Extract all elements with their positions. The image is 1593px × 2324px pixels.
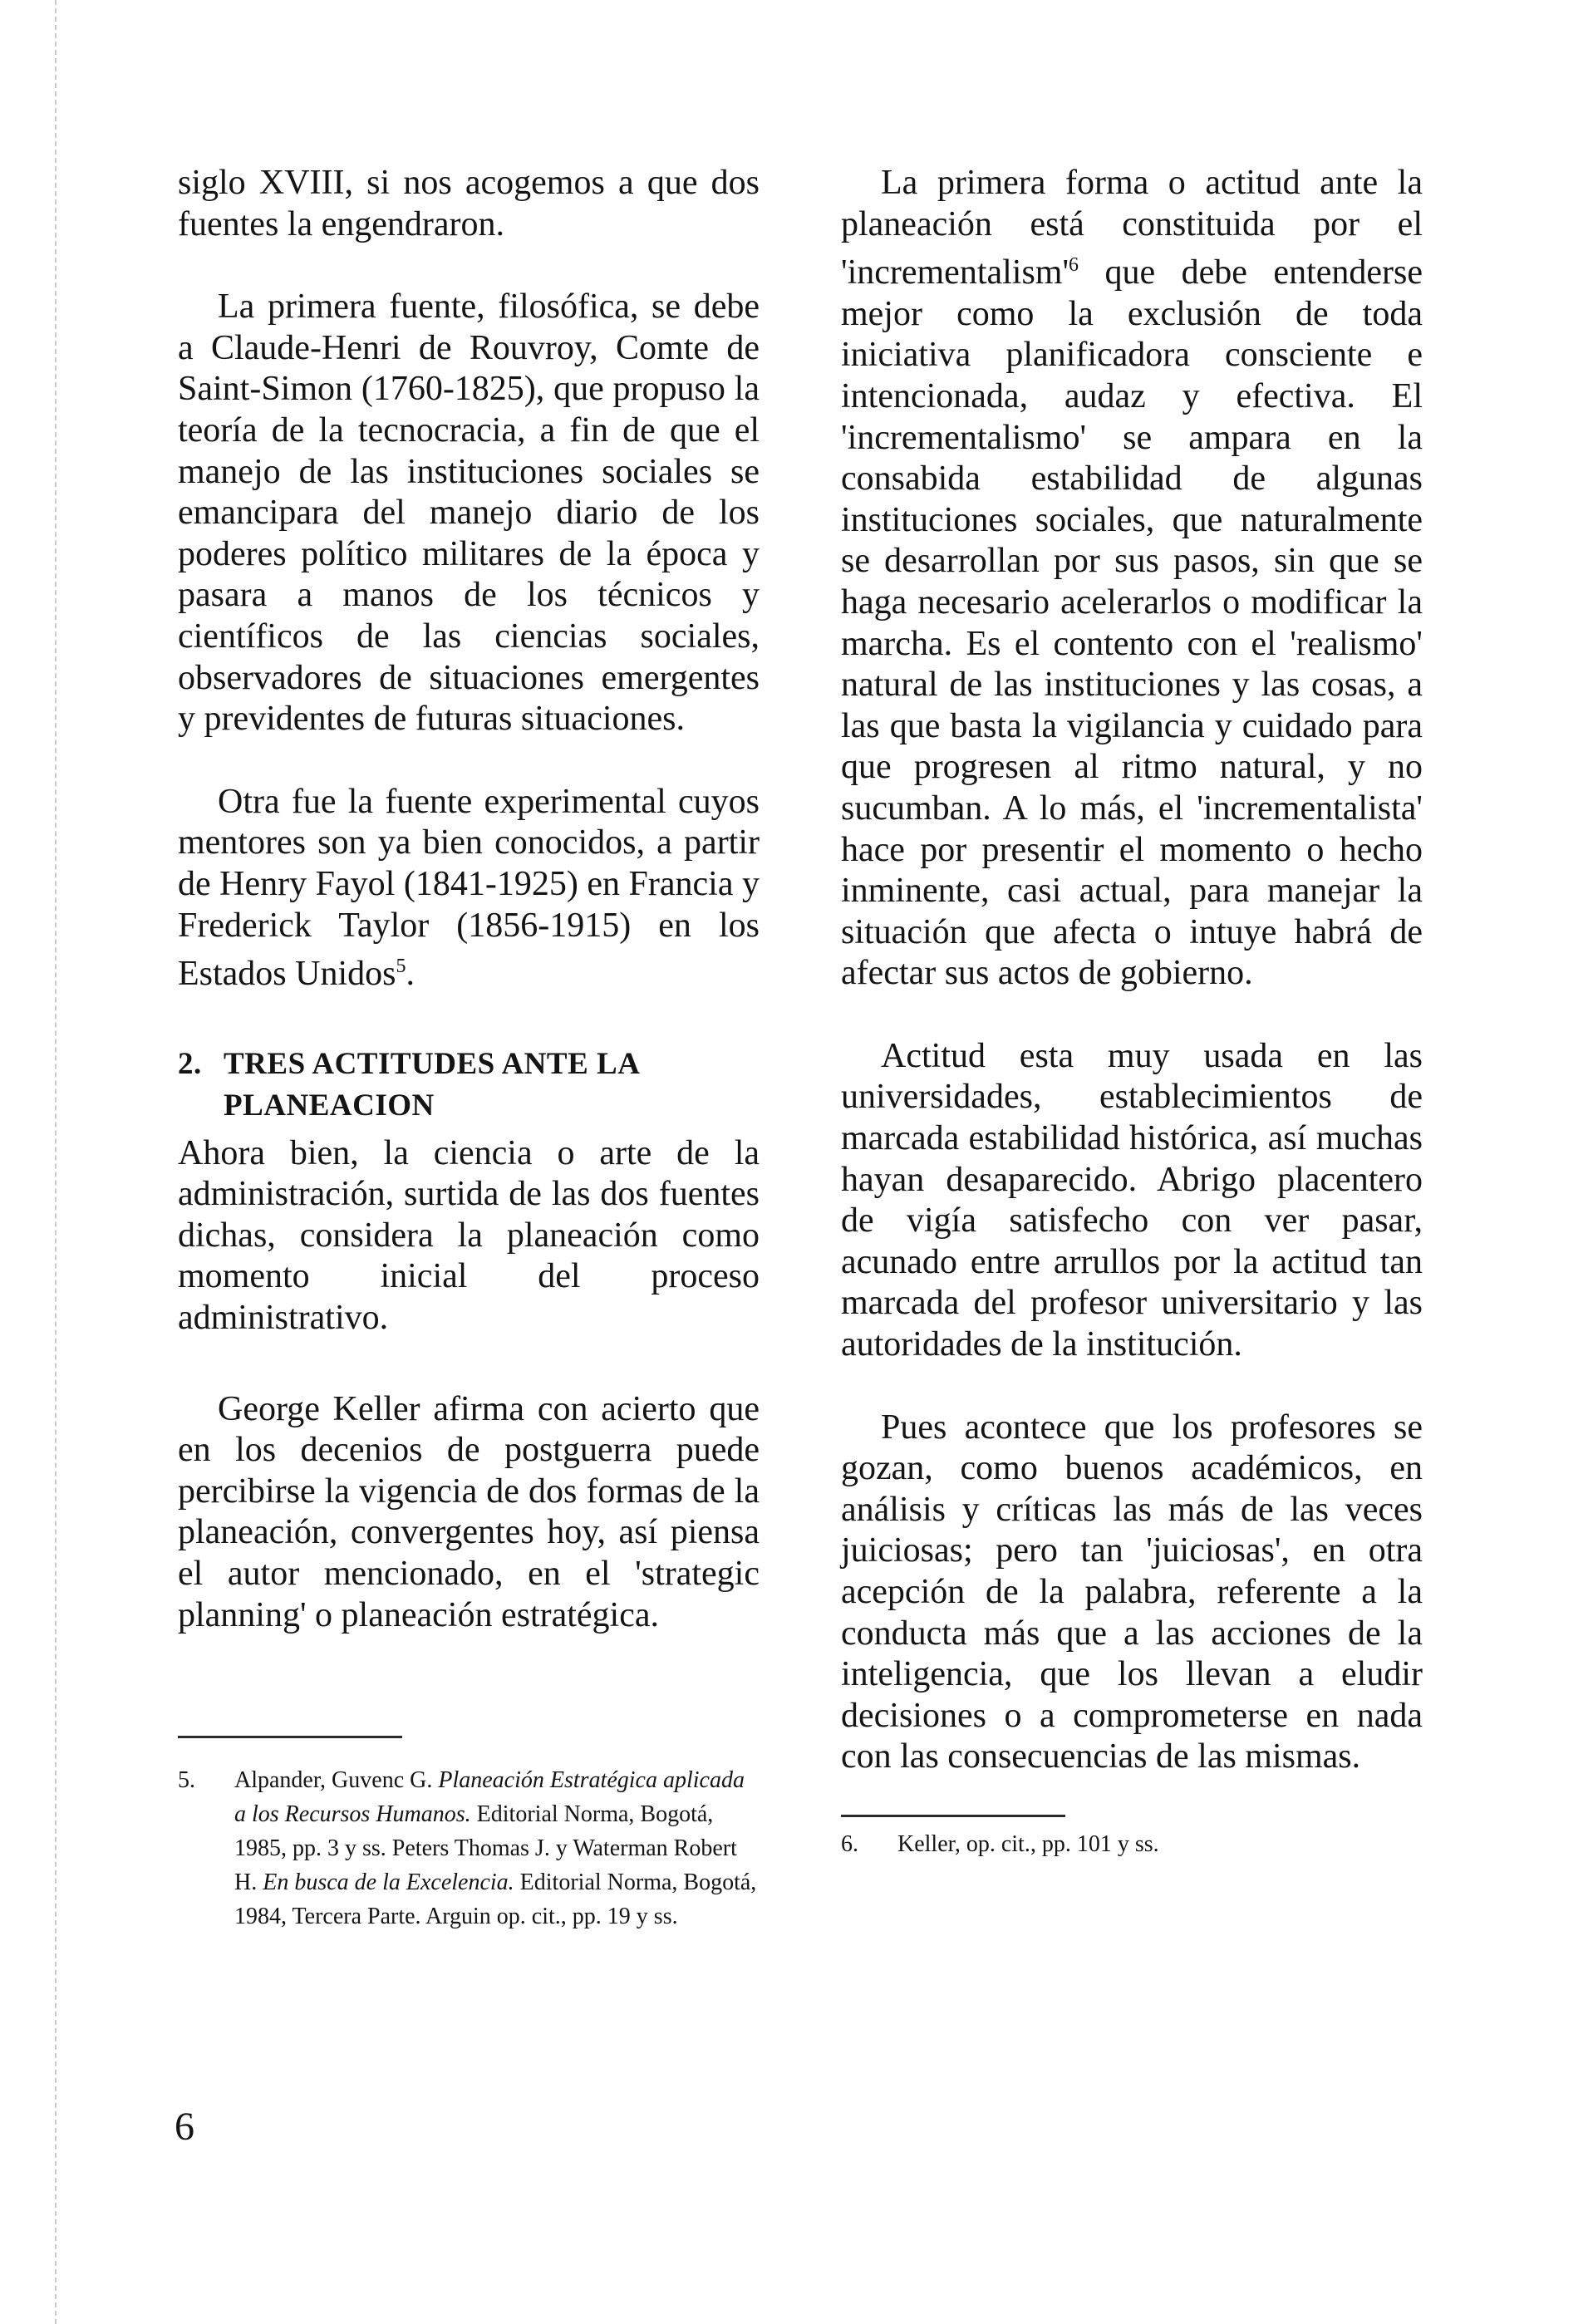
- footnote-number: 6.: [841, 1830, 858, 1857]
- scan-margin-line: [55, 0, 57, 2324]
- footnote-publisher: Editorial Norma, Bogotá, 1984, Tercera Parte. Arguin op. cit., pp. 19 y ss.: [234, 1870, 757, 1930]
- paragraph: George Keller afirma con acierto que en los decenios de postguerra puede percibirse la vigencia de dos formas de la planeación, convergentes hoy, así piensa el autor mencionado, en el 'strategic planning' o planeación estratégica.: [178, 1389, 760, 1634]
- footnote-text: Keller, op. cit., pp. 101 y ss.: [897, 1830, 1159, 1857]
- footnote: [841, 1827, 1423, 1861]
- paragraph-text: La primera forma o actitud ante la planeación está constituida por el 'incrementalism': [841, 164, 1423, 292]
- page-number: 6: [175, 2105, 194, 2149]
- paragraph: [178, 782, 760, 995]
- footnote-author: Alpander, Guvenc G.: [234, 1767, 439, 1794]
- paragraph: La primera fuente, filosófica, se debe a Claude-Henri de Rouvroy, Comte de Saint-Simon (1760-1825), que propuso la teoría de la tecnocracia, a fin de que el manejo de las instituciones sociales se emancipara del manejo diario de los poderes político militares de la época y pasara a manos de los técnicos y científicos de las ciencias sociales, observadores de situaciones emergentes y previdentes de futuras situaciones.: [178, 287, 760, 739]
- footnote-rule: [841, 1815, 1065, 1817]
- footnote-title: En busca de la Excelencia.: [263, 1870, 514, 1896]
- paragraph-text: Otra fue la fuente experimental cuyos mentores son ya bien conocidos, a partir de Henry Fayol (1841-1925) en Francia y Frederick Taylor (1856-1915) en los Estados Unidos: [178, 782, 760, 994]
- paragraph-text: que debe entenderse mejor como la exclusión de toda iniciativa planificadora consciente e intencionada, audaz y efectiva. El 'incrementalismo' se ampara en la consabida estabilidad de algunas instituciones sociales, que naturalmente se desarrollan por sus pasos, sin que se haga necesario acelerarlos o modificar la marcha. Es el contento con el 'realismo' natural de las instituciones y las cosas, a las que basta la vigilancia y cuidado para que progresen al ritmo natural, y no sucumban. A lo más, el 'incrementalista' hace por presentir el momento o hecho inminente, casi actual, para manejar la situación que afecta o intuye habrá de afectar sus actos de gobierno.: [841, 253, 1423, 993]
- footnote-reference: 6: [1069, 254, 1079, 277]
- paragraph: Ahora bien, la ciencia o arte de la administración, surtida de las dos fuentes dichas, considera la planeación como momento inicial del proceso administrativo.: [178, 1133, 760, 1338]
- footnote-rule: [178, 1736, 402, 1738]
- footnote: [178, 1763, 760, 1933]
- paragraph-end: .: [406, 955, 415, 994]
- section-heading: [178, 1044, 760, 1127]
- section-title: TRES ACTITUDES ANTE LA PLANEACION: [224, 1046, 639, 1123]
- footnote-text: [234, 1763, 760, 1933]
- left-column: [178, 163, 760, 1933]
- paragraph: Actitud esta muy usada en las universidades, establecimientos de marcada estabilidad histórica, así muchas hayan desaparecido. Abrigo placentero de vigía satisfecho con ver pasar, acunado entre arrullos por la actitud tan marcada del profesor universitario y las autoridades de la institución.: [841, 1036, 1423, 1364]
- paragraph: siglo XVIII, si nos acogemos a que dos fuentes la engendraron.: [178, 164, 760, 243]
- footnote-number: 5.: [178, 1767, 195, 1794]
- footnote-publisher: Editorial Norma, Bogotá, 1985, pp. 3 y ss. Peters Thomas J. y Waterman Robert H.: [234, 1801, 737, 1896]
- right-column: [841, 163, 1423, 1861]
- paragraph: [841, 163, 1423, 995]
- paragraph: Pues acontece que los profesores se gozan, como buenos académicos, en análisis y críticas las más de las veces juiciosas; pero tan 'juiciosas', en otra acepción de la palabra, referente a la conducta más que a las acciones de la inteligencia, que los llevan a eludir decisiones o a comprometerse en nada con las consecuencias de las mismas.: [841, 1408, 1423, 1776]
- footnote-reference: 5: [396, 956, 406, 978]
- section-number: 2.: [178, 1046, 202, 1081]
- footnote-title: Planeación Estratégica aplicada a los Recursos Humanos.: [234, 1767, 745, 1828]
